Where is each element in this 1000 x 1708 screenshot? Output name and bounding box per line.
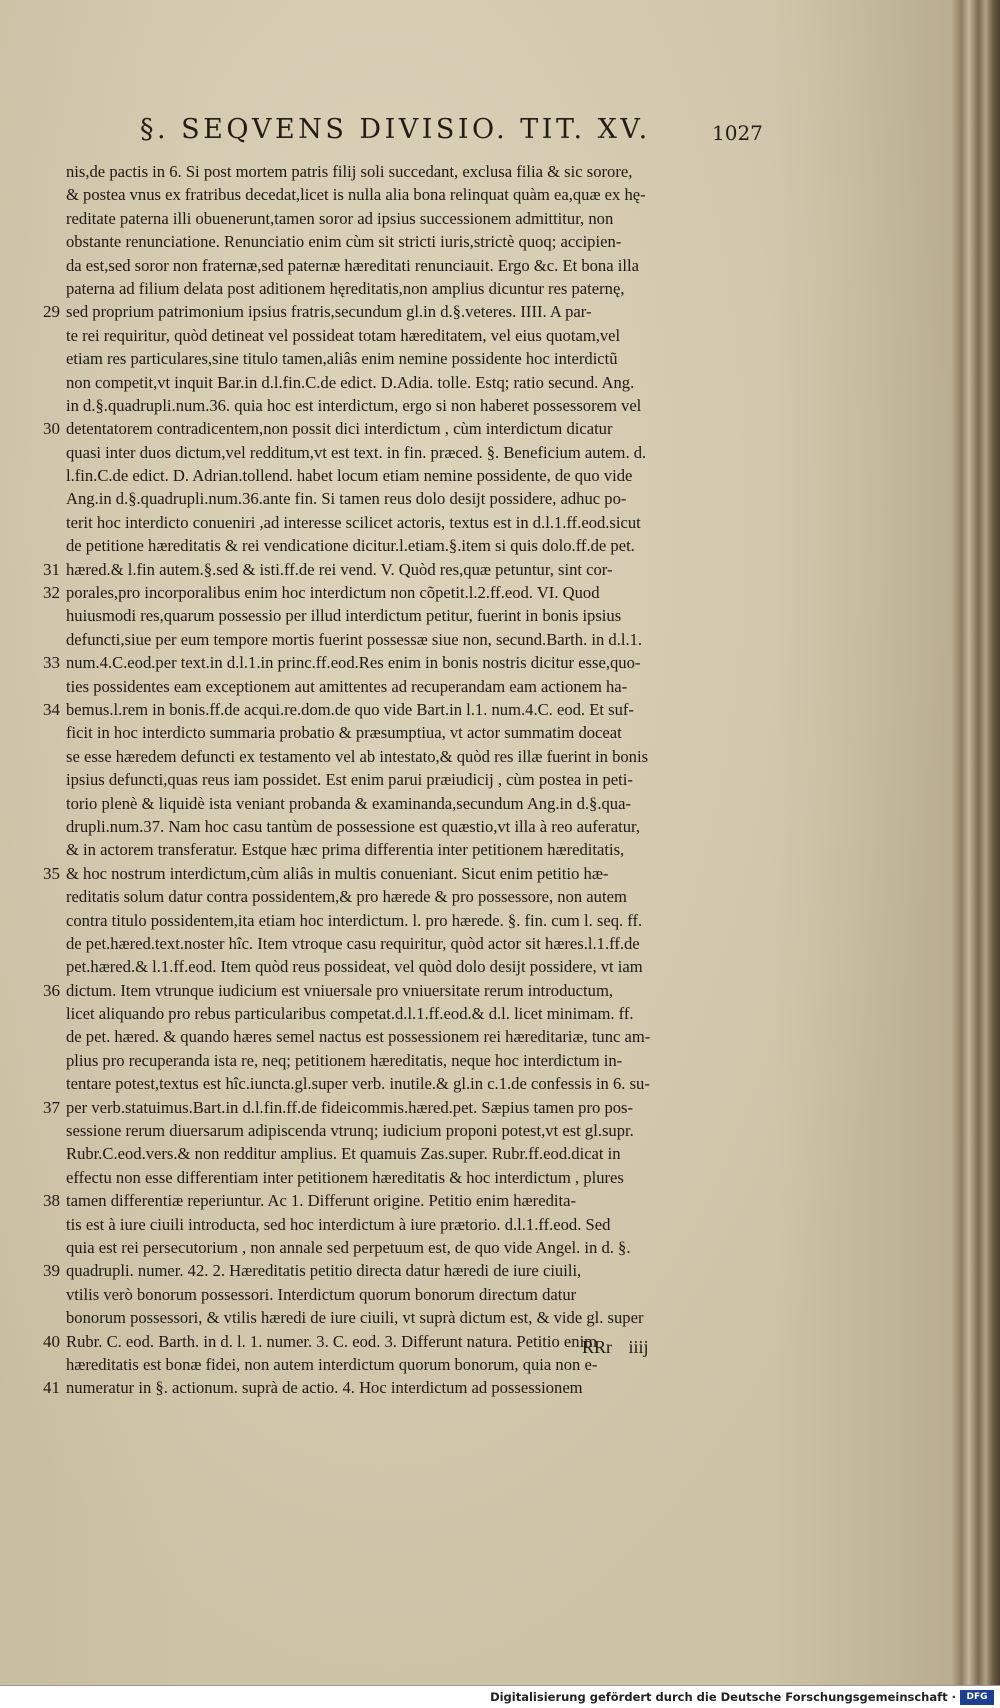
line-text: bonorum possessori, & vtilis hæredi de iure ciuili, vt suprà dictum est, & vide gl. super bbox=[66, 1308, 644, 1328]
line-text: sed proprium patrimonium ipsius fratris,secundum gl.in d.§.veteres. IIII. A par- bbox=[66, 302, 592, 322]
line-text: tis est à iure ciuili introducta, sed hoc interdictum à iure prætorio. d.l.1.ff.eod. Sed bbox=[66, 1214, 611, 1234]
line-text: detentatorem contradicentem,non possit dici interdictum , cùm interdictum dicatur bbox=[66, 419, 613, 439]
line-text: vtilis verò bonorum possessori. Interdictum quorum bonorum directum datur bbox=[66, 1284, 577, 1304]
line-text: reditate paterna illi obuenerunt,tamen soror ad ipsius successionem admittitur, non bbox=[66, 208, 614, 228]
text-line bbox=[43, 698, 771, 721]
text-line bbox=[43, 651, 771, 674]
line-text: huiusmodi res,quarum possessio per illud interdictum petitur, fuerint in bonis ipsius bbox=[66, 606, 622, 626]
text-line bbox=[43, 558, 771, 581]
text-line bbox=[66, 277, 771, 300]
text-line bbox=[43, 417, 771, 440]
text-line bbox=[66, 254, 771, 277]
text-line bbox=[66, 932, 771, 955]
line-text: obstante renunciatione. Renunciatio enim cùm sit stricti iuris,strictè quoq; accipien- bbox=[66, 232, 622, 252]
line-text: plius pro recuperanda ista re, neq; petitionem hæreditatis, neque hoc interdictum in- bbox=[66, 1050, 623, 1070]
text-line bbox=[66, 1142, 771, 1165]
line-text: hæred.& l.fin autem.§.sed & isti.ff.de rei vend. V. Quòd res,quæ petuntur, sint cor- bbox=[66, 559, 613, 579]
line-text: num.4.C.eod.per text.in d.l.1.in princ.ff.eod.Res enim in bonis nostris dicitur esse,quo- bbox=[66, 653, 641, 673]
dfg-logo: DFG bbox=[960, 1690, 994, 1705]
line-text: de pet.hæred.text.noster hîc. Item vtroque casu requiritur, quòd actor sit hæres.l.1.ff.de bbox=[66, 933, 640, 953]
line-text: per verb.statuimus.Bart.in d.l.fin.ff.de fideicommis.hæred.pet. Sæpius tamen pro pos- bbox=[66, 1097, 634, 1117]
line-text: ipsius defuncti,quas reus iam possidet. Est enim parui præiudicij , cùm postea in peti- bbox=[66, 770, 633, 790]
line-text: paterna ad filium delata post aditionem hęreditatis,non amplius dicuntur res paternę, bbox=[66, 278, 625, 298]
line-text: hæreditatis est bonæ fidei, non autem interdictum quorum bonorum, quia non e- bbox=[66, 1354, 598, 1374]
text-line bbox=[66, 1236, 771, 1259]
line-text: & in actorem transferatur. Estque hæc prima differentia inter petitionem hæreditatis, bbox=[66, 840, 625, 860]
line-text: torio plenè & liquidè ista veniant probanda & examinanda,secundum Ang.in d.§.qua- bbox=[66, 793, 631, 813]
line-text: nis,de pactis in 6. Si post mortem patris filij soli succedant, exclusa filia & sic sorore, bbox=[66, 162, 633, 181]
line-text: te rei requiritur, quòd detineat vel possideat totam hæreditatem, vel eius quotam,vel bbox=[66, 325, 621, 345]
text-line bbox=[66, 183, 771, 206]
text-line bbox=[66, 1213, 771, 1236]
line-text: se esse hæredem defuncti ex testamento vel ab intestato,& quòd res illæ fuerint in bonis bbox=[66, 746, 649, 766]
text-line bbox=[66, 721, 771, 744]
text-line bbox=[66, 955, 771, 978]
margin-number: 38 bbox=[43, 1191, 60, 1211]
margin-number: 35 bbox=[43, 863, 60, 883]
margin-number: 41 bbox=[43, 1378, 60, 1398]
text-line bbox=[66, 1025, 771, 1048]
line-text: de petitione hæreditatis & rei vendicatione dicitur.l.etiam.§.item si quis dolo.ff.de pet. bbox=[66, 536, 635, 556]
line-text: contra titulo possidentem,ita etiam hoc interdictum. l. pro hærede. §. fin. cum l. seq. ff. bbox=[66, 910, 643, 930]
text-line bbox=[66, 1049, 771, 1072]
line-text: pet.hæred.& l.1.ff.eod. Item quòd reus possideat, vel quòd dolo desijt possidere, vt iam bbox=[66, 957, 643, 977]
text-line bbox=[66, 394, 771, 417]
page-edge bbox=[952, 0, 1000, 1708]
margin-number: 39 bbox=[43, 1261, 60, 1281]
line-text: quia est rei persecutorium , non annale sed perpetuum est, de quo vide Angel. in d. §. bbox=[66, 1237, 631, 1257]
line-text: drupli.num.37. Nam hoc casu tantùm de possessione est quæstio,vt illa à reo auferatur, bbox=[66, 816, 640, 836]
text-line bbox=[66, 347, 771, 370]
margin-number: 34 bbox=[43, 699, 60, 719]
text-line bbox=[43, 862, 771, 885]
line-text: Ang.in d.§.quadrupli.num.36.ante fin. Si tamen reus dolo desijt possidere, adhuc po- bbox=[66, 489, 627, 509]
text-line bbox=[66, 487, 771, 510]
text-line bbox=[66, 604, 771, 627]
text-line bbox=[43, 1189, 771, 1212]
line-text: & postea vnus ex fratribus decedat,licet is nulla alia bona relinquat quàm ea,quæ ex hę- bbox=[66, 185, 646, 205]
line-text: bemus.l.rem in bonis.ff.de acqui.re.dom.de quo vide Bart.in l.1. num.4.C. eod. Et suf- bbox=[66, 699, 634, 719]
line-text: quadrupli. numer. 42. 2. Hæreditatis petitio directa datur hæredi de iure ciuili, bbox=[66, 1261, 582, 1281]
footer-text: Digitalisierung gefördert durch die Deutsche Forschungsgemeinschaft · bbox=[490, 1690, 956, 1704]
text-line bbox=[66, 1306, 771, 1329]
margin-number: 33 bbox=[43, 653, 60, 673]
text-line bbox=[66, 324, 771, 347]
text-line bbox=[66, 1072, 771, 1095]
line-text: in d.§.quadrupli.num.36. quia hoc est interdictum, ergo si non haberet possessorem vel bbox=[66, 395, 642, 415]
line-text: etiam res particulares,sine titulo tamen,aliâs enim nemine possidente hoc interdictũ bbox=[66, 349, 618, 369]
text-line bbox=[66, 768, 771, 791]
text-line bbox=[66, 511, 771, 534]
text-line bbox=[66, 534, 771, 557]
text-line bbox=[43, 1330, 771, 1353]
line-text: & hoc nostrum interdictum,cùm aliâs in multis conueniant. Sicut enim petitio hæ- bbox=[66, 863, 609, 883]
line-text: tamen differentiæ reperiuntur. Ac 1. Differunt origine. Petitio enim hæredita- bbox=[66, 1191, 576, 1211]
text-line bbox=[66, 230, 771, 253]
line-text: non competit,vt inquit Bar.in d.l.fin.C.de edict. D.Adia. tolle. Estq; ratio secund. Ang. bbox=[66, 372, 635, 392]
line-text: sessione rerum diuersarum adipiscenda vtrunq; iudicium proponi potest,vt est gl.supr. bbox=[66, 1121, 634, 1141]
line-text: terit hoc interdicto conueniri ,ad interesse scilicet actoris, textus est in d.l.1.ff.eod.sicut bbox=[66, 512, 641, 532]
line-text: Rubr.C.eod.vers.& non redditur amplius. Et quamuis Zas.super. Rubr.ff.eod.dicat in bbox=[66, 1144, 621, 1164]
line-text: numeratur in §. actionum. suprà de actio. 4. Hoc interdictum ad possessionem bbox=[66, 1378, 583, 1398]
footer-bar bbox=[0, 1685, 1000, 1708]
text-line bbox=[43, 300, 771, 323]
text-line bbox=[66, 628, 771, 651]
margin-number: 32 bbox=[43, 583, 60, 603]
text-line bbox=[66, 885, 771, 908]
line-text: l.fin.C.de edict. D. Adrian.tollend. habet locum etiam nemine possidente, de quo vide bbox=[66, 466, 633, 486]
line-text: da est,sed soror non fraternæ,sed paternæ hæreditati renunciauit. Ergo &c. Et bona illa bbox=[66, 255, 639, 275]
text-line bbox=[43, 1376, 771, 1399]
line-text: tentare potest,textus est hîc.iuncta.gl.super verb. inutile.& gl.in c.1.de confessis in 6. su- bbox=[66, 1074, 650, 1094]
line-text: dictum. Item vtrunque iudicium est vniuersale pro vniuersitate rerum introductum, bbox=[66, 980, 613, 1000]
line-text: reditatis solum datur contra possidentem,& pro hærede & pro possessore, non autem bbox=[66, 887, 627, 907]
text-line bbox=[43, 1096, 771, 1119]
text-line bbox=[43, 979, 771, 1002]
line-text: porales,pro incorporalibus enim hoc interdictum non cõpetit.l.2.ff.eod. VI. Quod bbox=[66, 583, 600, 603]
text-line bbox=[66, 909, 771, 932]
margin-number: 30 bbox=[43, 419, 60, 439]
line-text: ficit in hoc interdicto summaria probatio & præsumptiua, vt actor summatim doceat bbox=[66, 723, 622, 743]
line-text: defuncti,siue per eum tempore mortis fuerint possessæ siue non, secund.Barth. in d.l.1. bbox=[66, 629, 643, 649]
margin-number: 31 bbox=[43, 559, 60, 579]
text-line bbox=[43, 581, 771, 604]
page-number: 1027 bbox=[712, 121, 763, 145]
text-line bbox=[66, 207, 771, 230]
text-line bbox=[66, 1166, 771, 1189]
text-line bbox=[66, 745, 771, 768]
text-line bbox=[66, 1119, 771, 1142]
running-title: §. SEQVENS DIVISIO. TIT. XV. bbox=[140, 114, 651, 145]
margin-number: 29 bbox=[43, 302, 60, 322]
signature-mark: RRr iiij bbox=[582, 1337, 649, 1357]
text-line bbox=[66, 464, 771, 487]
text-line bbox=[66, 160, 771, 183]
line-text: licet aliquando pro rebus particularibus competat.d.l.1.ff.eod.& d.l. licet minimam. ff. bbox=[66, 1004, 634, 1024]
line-text: quasi inter duos dictum,vel redditum,vt est text. in fin. præced. §. Beneficium autem. d. bbox=[66, 442, 647, 462]
margin-number: 40 bbox=[43, 1331, 60, 1351]
text-line bbox=[66, 815, 771, 838]
text-line bbox=[66, 675, 771, 698]
margin-number: 37 bbox=[43, 1097, 60, 1117]
line-text: Rubr. C. eod. Barth. in d. l. 1. numer. 3. C. eod. 3. Differunt natura. Petitio enim bbox=[66, 1331, 598, 1351]
text-line bbox=[66, 1353, 771, 1376]
margin-number: 36 bbox=[43, 980, 60, 1000]
text-line bbox=[66, 838, 771, 861]
text-line bbox=[66, 792, 771, 815]
text-line bbox=[66, 441, 771, 464]
text-line bbox=[66, 1283, 771, 1306]
text-line bbox=[43, 1259, 771, 1282]
text-line bbox=[66, 371, 771, 394]
text-line bbox=[66, 1002, 771, 1025]
line-text: effectu non esse differentiam inter petitionem hæreditatis & hoc interdictum , plures bbox=[66, 1167, 624, 1187]
line-text: ties possidentes eam exceptionem aut amittentes ad recuperandam eam actionem ha- bbox=[66, 676, 628, 696]
line-text: de pet. hæred. & quando hæres semel nactus est possessionem rei hæreditariæ, tunc am- bbox=[66, 1027, 651, 1047]
text-body bbox=[43, 160, 771, 1400]
